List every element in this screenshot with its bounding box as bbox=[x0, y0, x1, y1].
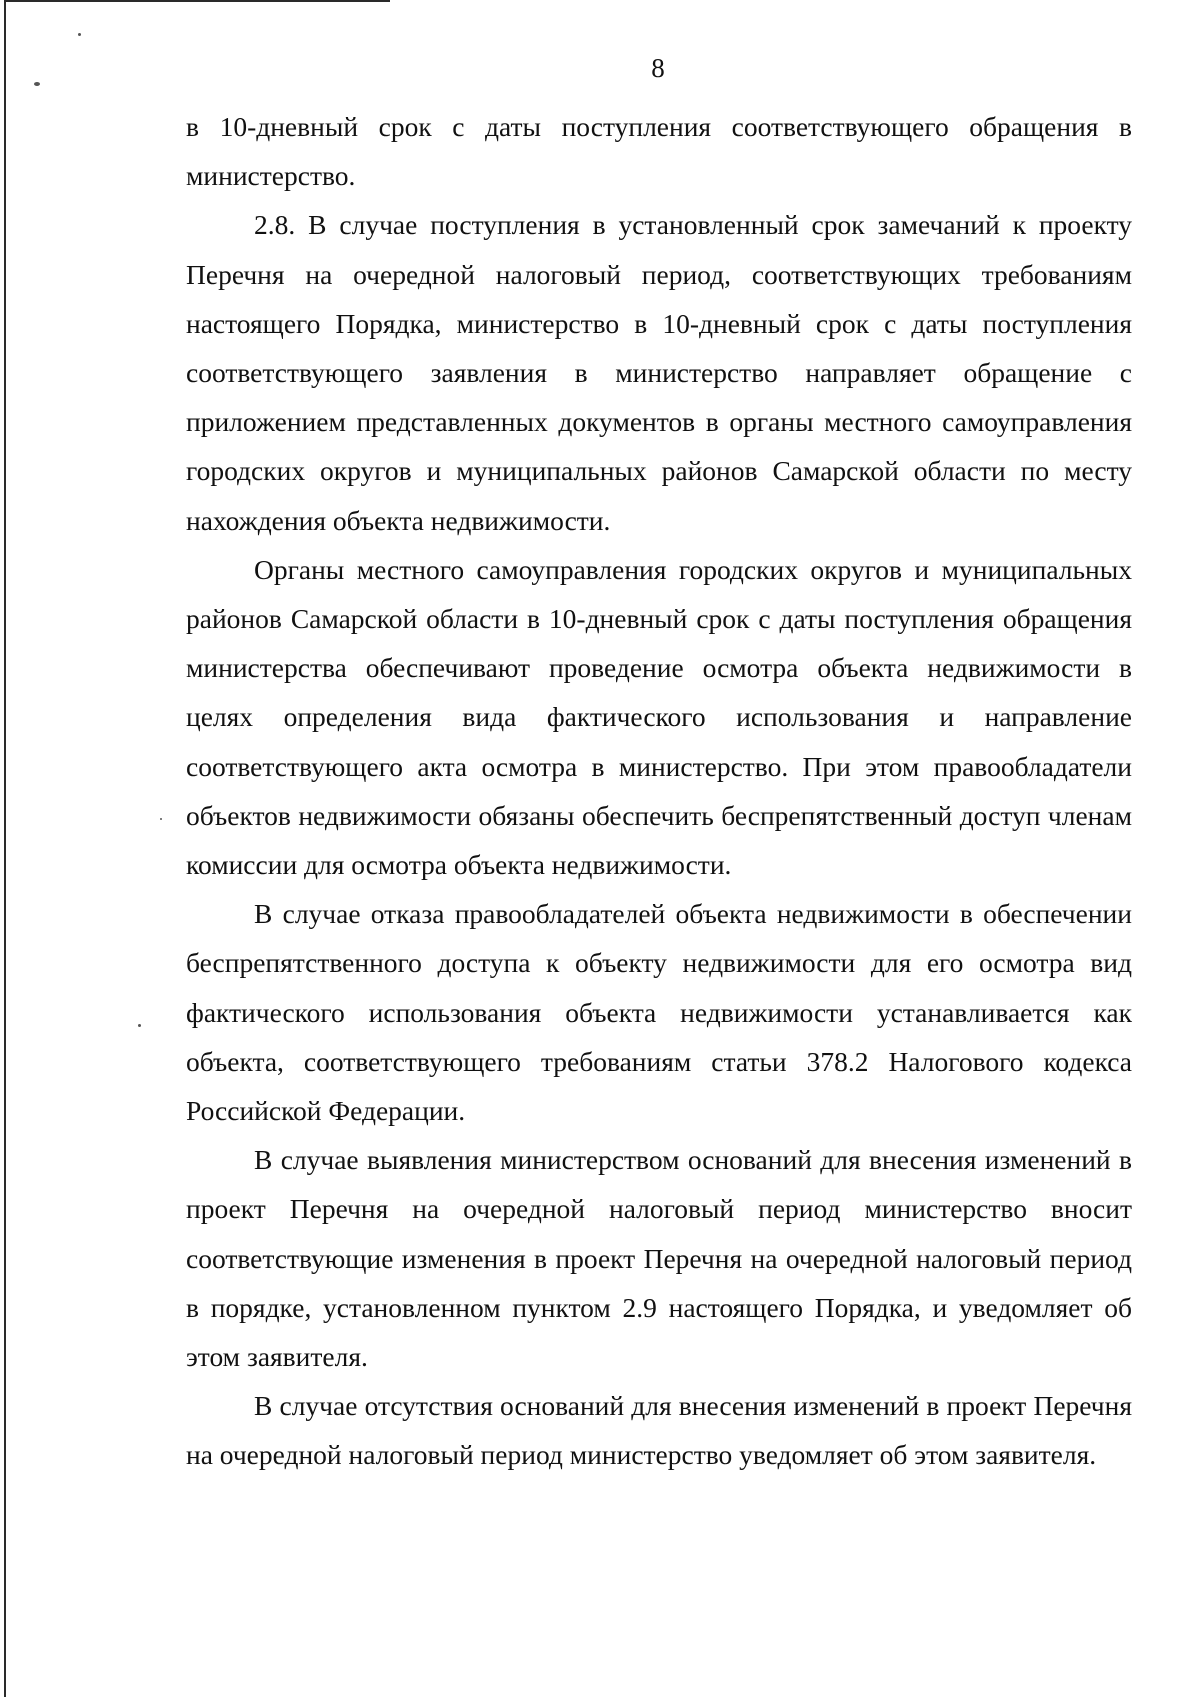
scan-border-left bbox=[4, 0, 6, 1697]
paragraph-no-grounds: В случае отсутствия оснований для внесения изменений в проект Перечня на очередной налоговый период министерство уведомляет об этом заявителя. bbox=[186, 1390, 1132, 1471]
paragraph-inspection: Органы местного самоуправления городских округов и муниципальных районов Самарской области в 10-дневный срок с даты поступления обращения министерства обеспечивают проведение осмотра объекта недвижимости в целях определения вида фактического использования и направление соответствующего акта осмотра в министерство. При этом правообладатели объектов недвижимости обязаны обеспечить беспрепятственный доступ членам комиссии для осмотра объекта недвижимости. bbox=[186, 553, 1132, 881]
paragraph-refusal: В случае отказа правообладателей объекта недвижимости в обеспечении беспрепятственного доступа к объекту недвижимости для его осмотра вид фактического использования объекта недвижимости устанавливается как объекта, соответствующего требованиям статьи 378.2 Налогового кодекса Российской Федерации. bbox=[186, 898, 1132, 1127]
document-body bbox=[186, 102, 1132, 1480]
paragraph-continuation: в 10-дневный срок с даты поступления соответствующего обращения в министерство. bbox=[186, 111, 1132, 192]
page-number: 8 bbox=[651, 53, 665, 83]
paragraph-2-8: 2.8. В случае поступления в установленный срок замечаний к проекту Перечня на очередной налоговый период, соответствующих требованиям настоящего Порядка, министерство в 10-дневный срок с даты поступления соответствующего заявления в министерство направляет обращение с приложением представленных документов в органы местного самоуправления городских округов и муниципальных районов Самарской области по месту нахождения объекта недвижимости. bbox=[186, 209, 1132, 536]
scan-border-top bbox=[4, 0, 390, 2]
paragraph-changes: В случае выявления министерством оснований для внесения изменений в проект Перечня на очередной налоговый период министерство вносит соответствующие изменения в проект Перечня на очередной налоговый период в порядке, установленном пунктом 2.9 настоящего Порядка, и уведомляет об этом заявителя. bbox=[186, 1144, 1132, 1373]
scan-speck bbox=[160, 818, 162, 820]
scan-speck bbox=[78, 33, 81, 36]
scan-speck bbox=[138, 1024, 141, 1027]
